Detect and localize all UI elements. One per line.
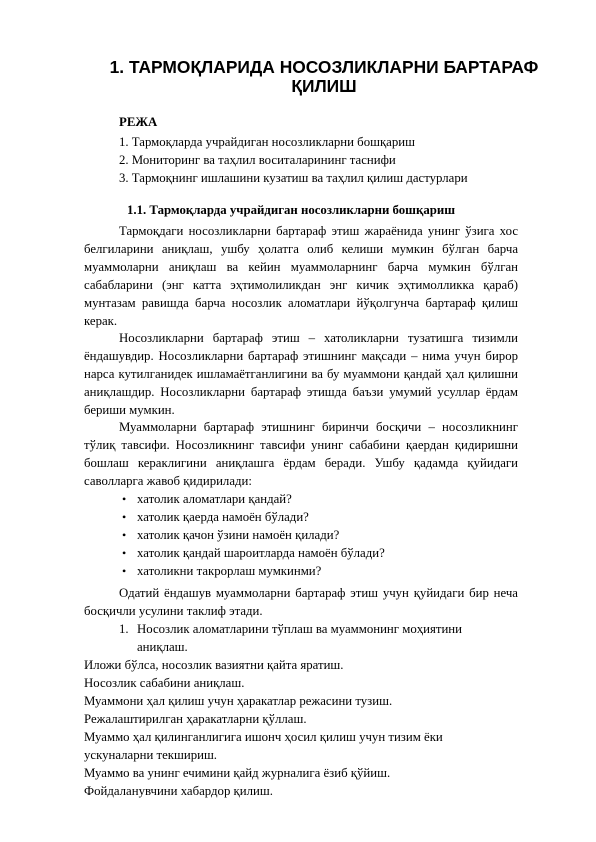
numbered-item-text: Носозлик аломатларини тўплаш ва муаммонинг моҳиятини — [137, 622, 462, 636]
section-heading: 1.1. Тармоқларда учрайдиган носозликларни бошқариш — [127, 203, 456, 217]
paragraph-line: босқичли усулини таклиф этади. — [84, 604, 263, 618]
bullet-item: хатоликни такрорлаш мумкинми? — [137, 564, 322, 578]
bullet-icon: • — [122, 510, 127, 524]
title-line-1: 1. ТАРМОҚЛАРИДА НОСОЗЛИКЛАРНИ БАРТАРАФ — [109, 57, 539, 77]
paragraph-line: Носозликларни бартараф этиш – хатоликларни тузатишга тизимли — [119, 331, 518, 345]
paragraph-line: белгиларини аниқлаш, ушбу ҳолатга олиб келиши мумкин бўлган барча — [84, 242, 518, 256]
title-line-2: ҚИЛИШ — [291, 76, 357, 96]
paragraph-line: керак. — [84, 314, 118, 328]
paragraph-line: сабабларини (энг катта эҳтимолиликдан энг кичик эҳтимолликка қараб) — [84, 278, 518, 292]
plan-item: 1. Тармоқларда учрайдиган носозликларни бошқариш — [119, 135, 415, 149]
bullet-icon: • — [122, 564, 127, 578]
step-line: Муаммони ҳал қилиш учун ҳаракатлар режасини тузиш. — [84, 694, 393, 708]
plan-heading: РЕЖА — [119, 115, 158, 129]
paragraph-line: саволларга жавоб қидирилади: — [84, 474, 252, 488]
bullet-icon: • — [122, 546, 127, 560]
paragraph-line: Муаммоларни бартараф этишнинг биринчи босқичи – носозликнинг — [119, 420, 518, 434]
step-line: ускуналарни текшириш. — [84, 748, 218, 762]
bullet-item: хатолик қаерда намоён бўлади? — [137, 510, 309, 524]
plan-item: 2. Мониторинг ва таҳлил воситаларининг таснифи — [119, 153, 396, 167]
paragraph-line: нарса кутилганидек ишламаётганлигини ва бу муаммони қандай ҳал қилишни — [84, 367, 518, 381]
bullet-item: хатолик қандай шароитларда намоён бўлади? — [137, 546, 385, 560]
bullet-item: хатолик қачон ўзини намоён қилади? — [137, 528, 340, 542]
bullet-icon: • — [122, 492, 127, 506]
bullet-item: хатолик аломатлари қандай? — [137, 492, 292, 506]
numbered-item-number: 1. — [119, 622, 129, 636]
paragraph-line: ёндашувдир. Носозликларни бартараф этишнинг мақсади – нима учун бирор — [84, 349, 518, 363]
numbered-item-text: аниқлаш. — [137, 640, 188, 654]
step-line: Муаммо ҳал қилинганлигига ишонч ҳосил қилиш учун тизим ёки — [84, 730, 443, 744]
paragraph-line: аниқлашдир. Носозликларни бартараф этишда баъзи умумий усуллар ёрдам — [84, 385, 518, 399]
step-line: Носозлик сабабини аниқлаш. — [84, 676, 245, 690]
paragraph-line: тўлиқ тавсифи. Носозликнинг тавсифи унинг сабабини қаердан қидиришни — [84, 438, 518, 452]
bullet-icon: • — [122, 528, 127, 542]
paragraph-line: бошлаш кераклигини аниқлашга ёрдам беради. Ушбу қадамда қуйидаги — [84, 456, 518, 470]
paragraph-line: мунтазам равишда барча носозлик аломатлари йўқолгунча бартараф қилиш — [84, 296, 518, 310]
page-title — [84, 58, 564, 96]
paragraph-line: бериши мумкин. — [84, 403, 175, 417]
paragraph-line: Одатий ёндашув муаммоларни бартараф этиш учун қуйидаги бир неча — [119, 586, 518, 600]
step-line: Муаммо ва унинг ечимини қайд журналига ёзиб қўйиш. — [84, 766, 391, 780]
step-line: Фойдаланувчини хабардор қилиш. — [84, 784, 273, 798]
step-line: Иложи бўлса, носозлик вазиятни қайта яратиш. — [84, 658, 344, 672]
paragraph-line: муаммоларни аниқлаш ва кейин муаммоларнинг барча мумкин бўлган — [84, 260, 518, 274]
plan-item: 3. Тармоқнинг ишлашини кузатиш ва таҳлил қилиш дастурлари — [119, 171, 468, 185]
step-line: Режалаштирилган ҳаракатларни қўллаш. — [84, 712, 307, 726]
paragraph-line: Тармоқдаги носозликларни бартараф этиш жараёнида унинг ўзига хос — [119, 224, 518, 238]
